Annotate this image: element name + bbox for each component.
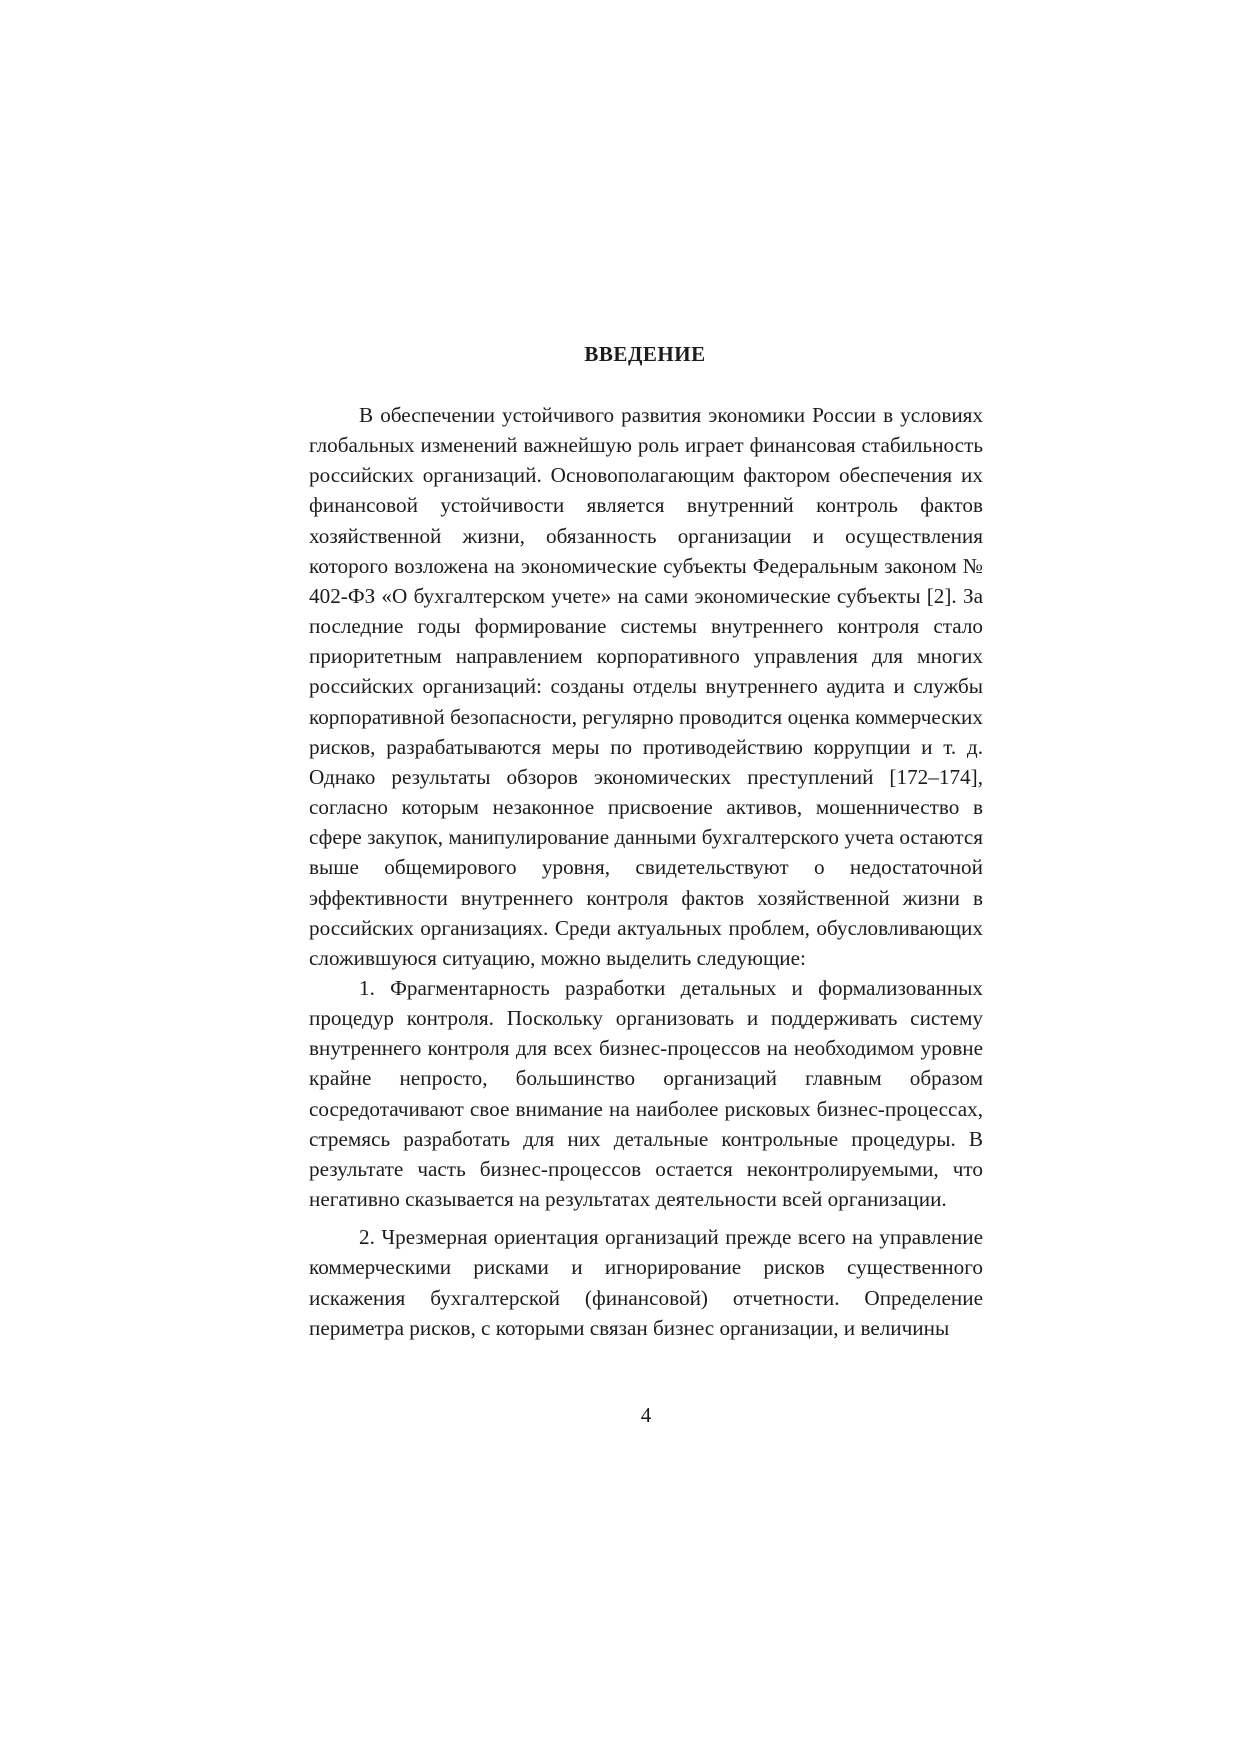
paragraph-intro: В обеспечении устойчивого развития экономики России в условиях глобальных изменений важнейшую роль играет финансовая стабильность российских организаций. Основополагающим фактором обеспечения их финансовой устойчивости является внутренний контроль фактов хозяйственной жизни, обязанность организации и осуществления которого возложена на экономические субъекты Федеральным законом № 402-ФЗ «О бухгалтерском учете» на сами экономические субъекты [2]. За последние годы формирование системы внутреннего контроля стало приоритетным направлением корпоративного управления для многих российских организаций: созданы отделы внутреннего аудита и службы корпоративной безопасности, регулярно проводится оценка коммерческих рисков, разрабатываются меры по противодействию коррупции и т. д. Однако результаты обзоров экономических преступлений [172–174], согласно которым незаконное присвоение активов, мошенничество в сфере закупок, манипулирование данными бухгалтерского учета остаются выше общемирового уровня, свидетельствуют о недостаточной эффективности внутреннего контроля фактов хозяйственной жизни в российских организациях. Среди актуальных проблем, обусловливающих сложившуюся ситуацию, можно выделить следующие: — [309, 403, 983, 970]
paragraph-item-1: 1. Фрагментарность разработки детальных и формализованных процедур контроля. Поскольку организовать и поддерживать систему внутреннего контроля для всех бизнес-процессов на необходимом уровне крайне непросто, большинство организаций главным образом сосредотачивают свое внимание на наиболее рисковых бизнес-процессах, стремясь разработать для них детальные контрольные процедуры. В результате часть бизнес-процессов остается неконтролируемыми, что негативно сказывается на результатах деятельности всей организации. — [309, 975, 983, 1212]
page-title: ВВЕДЕНИЕ — [584, 342, 706, 366]
page-number: 4 — [640, 1403, 652, 1427]
body-text — [309, 400, 983, 1343]
paragraph-item-2: 2. Чрезмерная ориентация организаций прежде всего на управление коммерческими рисками и игнорирование рисков существенного искажения бухгалтерской (финансовой) отчетности. Определение периметра рисков, с которыми связан бизнес организации, и величины — [309, 1225, 983, 1340]
